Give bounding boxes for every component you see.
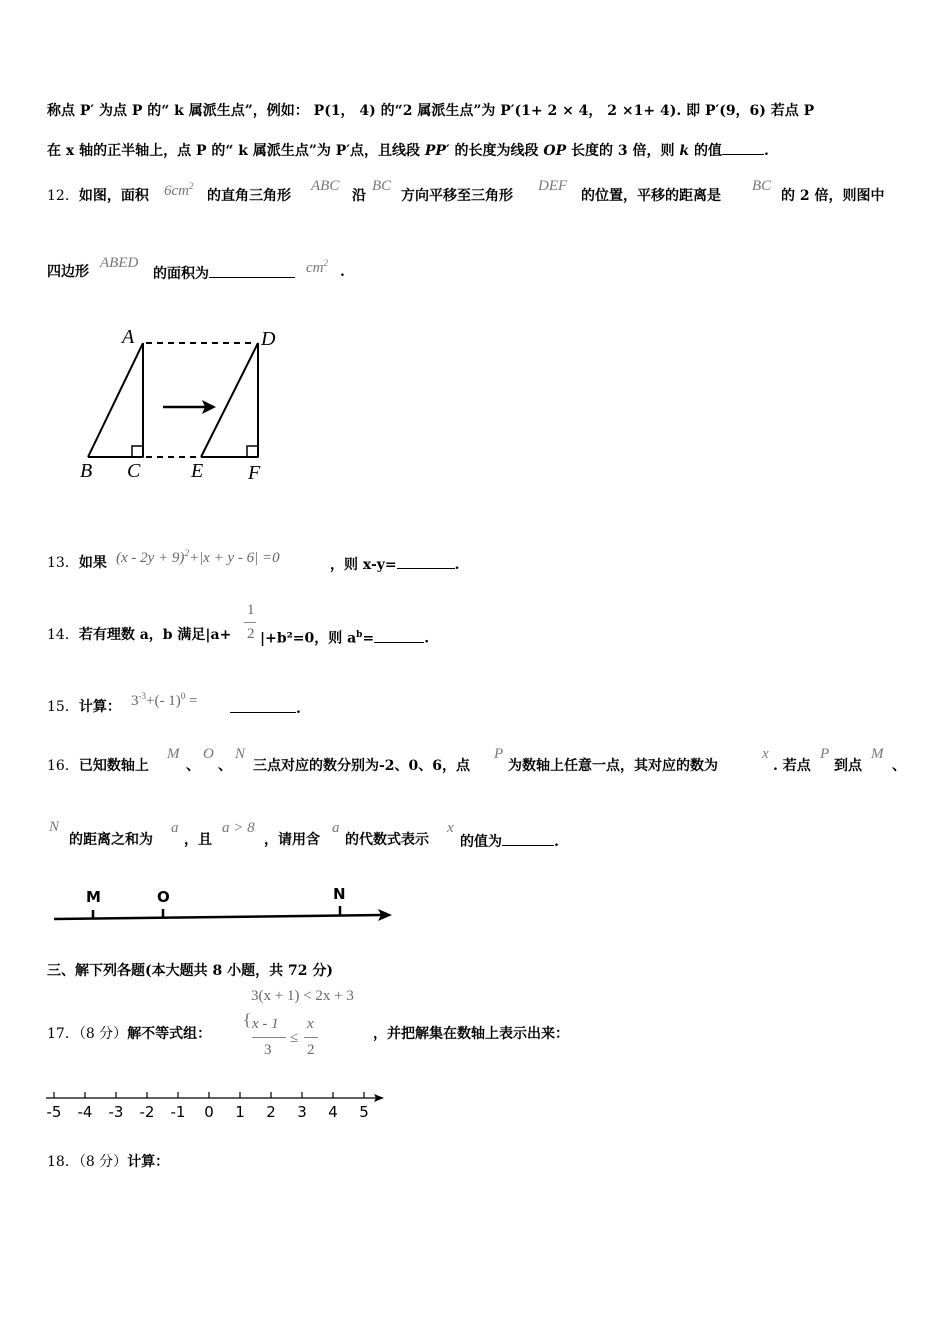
tick-label: 3 (297, 1103, 307, 1121)
q16-m: M (167, 746, 180, 762)
tick-label: -3 (108, 1103, 124, 1121)
q17-text-2: ，并把解集在数轴上表示出来： (373, 1026, 569, 1042)
point-m-label: M (86, 888, 101, 906)
q14-frac-num: 1 (247, 602, 255, 618)
q16-line-1: 16．已知数轴上 (47, 758, 149, 774)
q16-a: a (171, 820, 179, 836)
q17-frac-left-num: x - 1 (252, 1016, 279, 1032)
q12-bc: BC (372, 178, 392, 194)
intro-text-2e: 长度的 3 倍，则 (571, 143, 675, 159)
intro-text-1: 称点 P′ 为点 P 的“ k 属派生点”，例如： P(1， 4) 的“2 属派生点”为 P′(1+ 2 × 4， 2 ×1+ 4). 即 P′(9，6) 若点 P (47, 103, 815, 119)
q16-text-4: . 若点 (773, 758, 811, 774)
answer-blank-15[interactable] (230, 698, 296, 713)
translation-figure (70, 325, 310, 485)
q12-text: 如图，面积 (78, 188, 149, 204)
q13-answer: ，则 x-y= . (330, 554, 460, 574)
intro-text-2a: 在 x 轴的正半轴上，点 P 的“ k 属派生点”为 P′点，且线段 (47, 143, 421, 159)
tick-label: 5 (359, 1103, 369, 1121)
q12-text-6: 的 2 倍，则图中 (781, 188, 885, 204)
edge-de (201, 343, 258, 457)
var-k: k (679, 143, 690, 159)
q16-text-6: 的距离之和为 (69, 832, 153, 848)
q17-frac-right-den: 2 (307, 1042, 315, 1058)
answer-blank-13[interactable] (397, 554, 455, 569)
q16-o: O (203, 746, 214, 762)
q16-sep-2: 、 (218, 758, 232, 774)
segment-op: OP (543, 143, 567, 159)
tick-label: 4 (328, 1103, 338, 1121)
answer-blank-12[interactable] (209, 263, 295, 278)
q16-n-2: N (49, 819, 60, 835)
q18-line: 18．（8 分）计算： (47, 1154, 170, 1170)
tick-label: -5 (46, 1103, 62, 1121)
q14-answer: |+b²=0，则 $a^b=$ . (260, 626, 429, 648)
intro-text-2g: 的值 (693, 143, 722, 159)
label-b: B (80, 460, 93, 482)
segment-pp: PP′ (424, 143, 450, 159)
q16-p-2: P (820, 746, 830, 762)
q12-text-2: 的直角三角形 (207, 188, 291, 204)
q15-line: 15．计算： (47, 699, 121, 715)
q17-frac-left-den: 3 (264, 1042, 272, 1058)
answer-blank-11[interactable] (722, 140, 764, 155)
q16-text-10: 的值为 . (460, 831, 559, 851)
q14-frac-bar (244, 622, 256, 623)
q14-frac-den: 2 (247, 626, 255, 642)
tick-label: 2 (266, 1103, 276, 1121)
q16-sep-1: 、 (186, 758, 200, 774)
q16-text-2: 三点对应的数分别为-2、0、6，点 (253, 758, 471, 774)
q16-x: x (762, 746, 769, 762)
q12-number: 12． (47, 188, 79, 204)
label-f: F (248, 462, 261, 484)
q12-text-3: 沿 (352, 188, 366, 204)
q12-unit: $cm^2$ (306, 258, 328, 276)
q12-abc: ABC (311, 178, 340, 194)
q16-condition: a > 8 (222, 820, 255, 836)
q16-text-5: 到点 (834, 758, 862, 774)
q13-expression: $(x - 2y + 9)^2+|x + y - 6| =0$ (116, 548, 280, 566)
q12-area: $6cm^2$ (164, 181, 194, 199)
label-c: C (127, 460, 141, 482)
q12-text-8: 的面积为 (153, 263, 295, 283)
intro-text-2c: 的长度为线段 (454, 143, 539, 159)
q17-leq: ≤ (290, 1030, 299, 1046)
q12-period: . (340, 264, 345, 280)
q12-text-4: 方向平移至三角形 (401, 188, 513, 204)
edge-ab (88, 343, 143, 457)
tick-label: -4 (77, 1103, 93, 1121)
number-line-16 (48, 882, 408, 932)
answer-blank-16[interactable] (502, 831, 554, 846)
tick-label: -2 (139, 1103, 155, 1121)
q13-line: 13．如果 (47, 555, 107, 571)
q15-expression: $3^{-3}+(-$ 1)$^0$ = (131, 691, 198, 709)
point-n-label: N (333, 885, 346, 903)
q14-line: 14．若有理数 a，b 满足|a+ (47, 627, 232, 643)
q16-m-2: M (871, 746, 884, 762)
period: . (763, 143, 769, 159)
q15-answer: . (230, 698, 301, 718)
q12-abed: ABED (100, 255, 139, 271)
q16-sep-3: 、 (892, 758, 906, 774)
tick-label: 1 (235, 1103, 245, 1121)
q17-brace: { (243, 1010, 252, 1029)
intro-line-2 (47, 140, 769, 160)
label-a: A (122, 326, 135, 348)
label-d: D (261, 328, 276, 350)
answer-blank-14[interactable] (374, 628, 424, 643)
q16-text-8: ，请用含 (264, 832, 320, 848)
q16-n: N (235, 746, 246, 762)
number-line-17 (40, 1086, 390, 1126)
q17-line: 17．（8 分）解不等式组： (47, 1026, 212, 1042)
q16-x-2: x (447, 820, 454, 836)
right-angle-c (132, 446, 143, 457)
q12-def: DEF (538, 178, 568, 194)
right-angle-f (247, 446, 258, 457)
label-e: E (191, 460, 204, 482)
intro-line-1 (47, 102, 814, 120)
q12-text-5: 的位置，平移的距离是 (581, 188, 721, 204)
q16-text-7: ，且 (184, 832, 212, 848)
q16-text-9: 的代数式表示 (345, 832, 429, 848)
q16-text-3: 为数轴上任意一点，其对应的数为 (508, 758, 718, 774)
point-o-label: O (157, 888, 170, 906)
q16-a-2: a (332, 820, 340, 836)
q12-line-2: 四边形 (47, 264, 89, 280)
q16-p: P (494, 746, 504, 762)
q17-inequality-1: 3(x + 1) < 2x + 3 (251, 988, 354, 1004)
tick-label: 0 (204, 1103, 214, 1121)
q17-frac-right-num: x (307, 1016, 314, 1032)
q17-frac-right-bar (304, 1037, 318, 1038)
q17-frac-left-bar (252, 1037, 286, 1038)
section-3-heading: 三、解下列各题(本大题共 8 小题，共 72 分) (47, 963, 333, 979)
q12-bc-2: BC (752, 178, 772, 194)
q12-line-1 (47, 187, 149, 205)
tick-label: -1 (170, 1103, 186, 1121)
axis-line (54, 915, 384, 919)
